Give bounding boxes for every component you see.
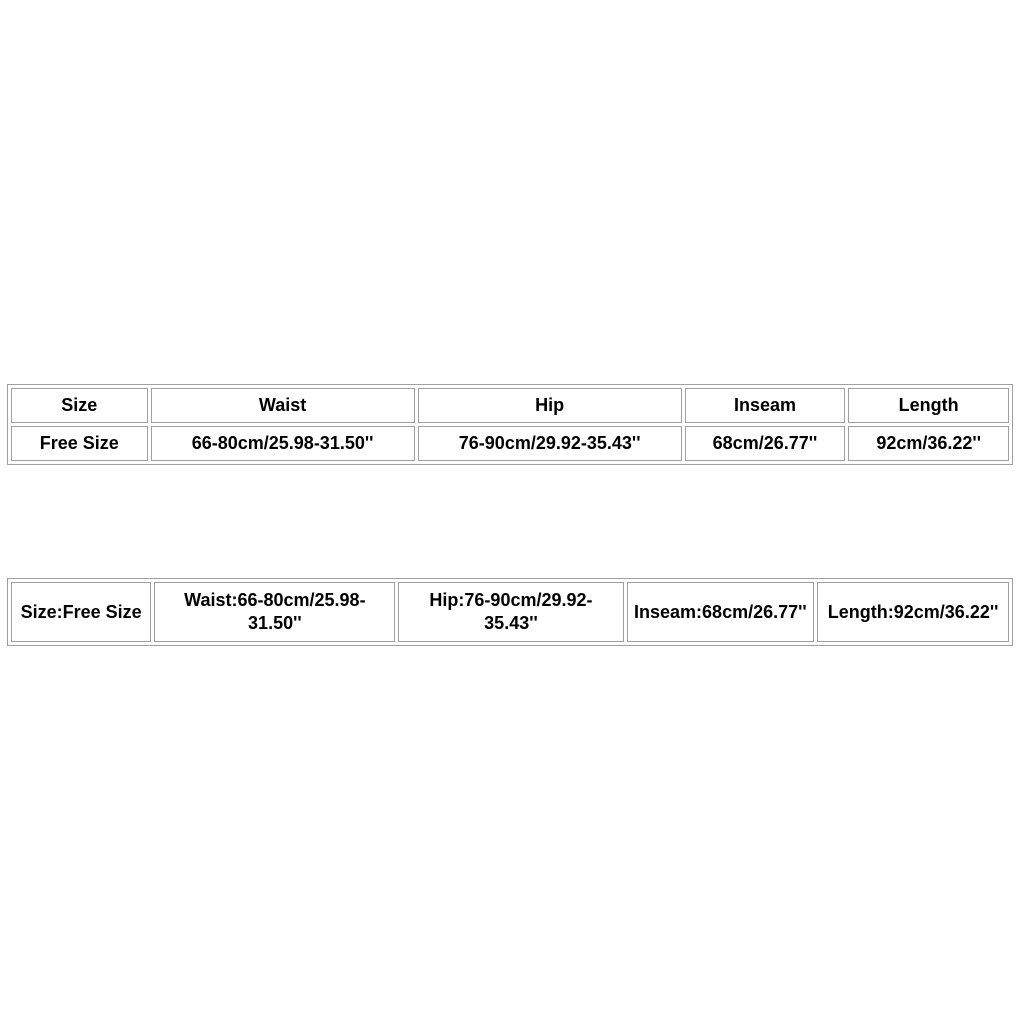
table-row [11, 582, 1009, 642]
size-chart-compact-table [7, 578, 1013, 646]
header-waist: Waist [151, 388, 415, 423]
cell-waist: 66-80cm/25.98-31.50'' [151, 426, 415, 461]
header-inseam: Inseam [685, 388, 846, 423]
cell-hip: 76-90cm/29.92-35.43'' [418, 426, 682, 461]
cell-hip: Hip:76-90cm/29.92-35.43'' [398, 582, 623, 642]
cell-waist: Waist:66-80cm/25.98-31.50'' [154, 582, 395, 642]
table-row [11, 426, 1009, 461]
cell-length: Length:92cm/36.22'' [817, 582, 1009, 642]
cell-length: 92cm/36.22'' [848, 426, 1009, 461]
size-chart-table [7, 384, 1013, 465]
header-length: Length [848, 388, 1009, 423]
cell-inseam: Inseam:68cm/26.77'' [627, 582, 815, 642]
cell-size: Size:Free Size [11, 582, 151, 642]
cell-inseam: 68cm/26.77'' [685, 426, 846, 461]
cell-size: Free Size [11, 426, 148, 461]
header-size: Size [11, 388, 148, 423]
table-header-row [11, 388, 1009, 423]
header-hip: Hip [418, 388, 682, 423]
